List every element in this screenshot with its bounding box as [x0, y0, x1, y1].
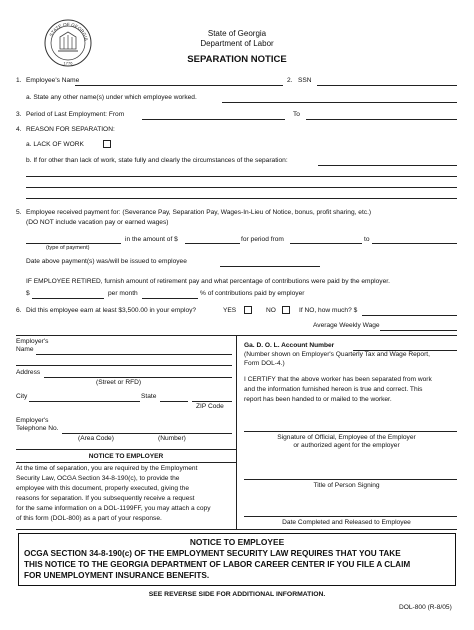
notice-employer-line-1: At the time of separation, you are required by the Employment	[16, 465, 198, 472]
amount-label: in the amount of $	[125, 236, 178, 243]
payment-to-field[interactable]	[372, 243, 457, 244]
other-reason-label: b. If for other than lack of work, state fully and clearly the circumstances of the separation:	[26, 157, 288, 164]
city-field[interactable]	[29, 401, 140, 402]
reason-line-4[interactable]	[26, 198, 457, 199]
date-released-field[interactable]	[244, 516, 457, 517]
state-heading: State of Georgia	[207, 29, 267, 38]
period-from-label: Period of Last Employment: From	[26, 111, 125, 118]
state-label: State	[141, 393, 157, 400]
reason-line-3[interactable]	[26, 187, 457, 188]
reason-label: REASON FOR SEPARATION:	[26, 126, 115, 133]
q2-number: 2.	[287, 77, 293, 84]
notice-employer-rule	[16, 462, 236, 463]
date-released-caption: Date Completed and Released to Employee	[282, 519, 411, 526]
ssn-field[interactable]	[317, 85, 457, 86]
retired-label: IF EMPLOYEE RETIRED, furnish amount of retirement pay and what percentage of contributions were paid by the employer.	[26, 278, 390, 285]
reason-line-1[interactable]	[318, 165, 457, 166]
weekly-wage-label: Average Weekly Wage	[313, 322, 380, 329]
payment-date-field[interactable]	[220, 266, 320, 267]
state-field[interactable]	[160, 401, 188, 402]
number-caption: (Number)	[158, 435, 186, 442]
payment-type-field[interactable]	[26, 243, 121, 244]
address-field[interactable]	[44, 377, 232, 378]
payment-from-field[interactable]	[290, 243, 362, 244]
ssn-label: SSN	[298, 77, 312, 84]
how-much-label: If NO, how much? $	[299, 307, 358, 314]
column-divider	[236, 335, 237, 529]
department-heading: Department of Labor	[200, 39, 274, 48]
period-from-field[interactable]	[142, 119, 285, 120]
account-sub-1: (Number shown on Employer's Quarterly Tax and Wage Report,	[244, 351, 430, 358]
title-signing-caption: Title of Person Signing	[313, 482, 380, 489]
how-much-field[interactable]	[362, 315, 457, 316]
title-signing-field[interactable]	[244, 479, 457, 480]
notice-employer-top-rule	[16, 449, 236, 450]
notice-employee-line-3: FOR UNEMPLOYMENT INSURANCE BENEFITS.	[24, 571, 210, 580]
q1-number: 1.	[16, 77, 22, 84]
notice-employee-line-1: OCGA SECTION 34-8-190(c) OF THE EMPLOYMENT SECURITY LAW REQUIRES THAT YOU TAKE	[24, 549, 401, 558]
percent-field[interactable]	[142, 298, 198, 299]
reverse-side-note: SEE REVERSE SIDE FOR ADDITIONAL INFORMATION.	[148, 591, 326, 598]
account-number-label: Ga. D. O. L. Account Number	[244, 342, 335, 349]
certify-line-2: and the information furnished hereon is true and correct. This	[244, 386, 423, 393]
notice-employer-line-5: for the same information on a DOL-1199FF, you may attach a copy	[16, 505, 211, 512]
q4-number: 4.	[16, 126, 22, 133]
per-month-label: per month	[108, 290, 138, 297]
lack-of-work-checkbox[interactable]	[103, 140, 111, 148]
yes-label: YES	[223, 307, 237, 314]
notice-employer-line-2: Security Law, OCGA Section 34-8-190(c), to provide the	[16, 475, 180, 482]
retirement-amount-field[interactable]	[32, 298, 104, 299]
seal-text: STATE OF GEORGIA	[48, 21, 89, 42]
area-code-caption: (Area Code)	[78, 435, 114, 442]
retired-dollar-sign: $	[26, 290, 30, 297]
signature-caption-1: Signature of Official, Employee of the Employer	[277, 434, 416, 441]
employee-name-label: Employee's Name	[26, 77, 80, 84]
payment-date-label: Date above payment(s) was/will be issued to employee	[26, 258, 187, 265]
seal-year: 1776	[63, 60, 73, 66]
q3-number: 3.	[16, 111, 22, 118]
no-checkbox[interactable]	[282, 306, 290, 314]
notice-employer-line-3: employee with this document, properly executed, giving the	[16, 485, 189, 492]
notice-employee-line-2: THIS NOTICE TO THE GEORGIA DEPARTMENT OF LABOR CAREER CENTER IF YOU FILE A CLAIM	[24, 560, 411, 569]
percent-label: % of contributions paid by employer	[200, 290, 305, 297]
notice-employee-title: NOTICE TO EMPLOYEE	[189, 537, 285, 547]
page-title: SEPARATION NOTICE	[187, 54, 287, 65]
reason-line-2[interactable]	[26, 176, 457, 177]
payment-to-label: to	[364, 236, 370, 243]
phone-field[interactable]	[62, 433, 232, 434]
period-to-label: To	[293, 111, 300, 118]
account-sub-2: Form DOL-4.)	[244, 360, 285, 367]
employee-name-field[interactable]	[75, 85, 283, 86]
address-label: Address	[16, 369, 41, 376]
phone-label-2: Telephone No.	[16, 425, 59, 432]
city-label: City	[16, 393, 28, 400]
zip-caption: ZIP Code	[196, 403, 224, 410]
other-names-field[interactable]	[222, 102, 457, 103]
notice-employer-line-6: of this form (DOL-800) as a part of your response.	[16, 515, 162, 522]
phone-label-1: Employer's	[16, 417, 49, 424]
no-label: NO	[266, 307, 276, 314]
notice-employer-title: NOTICE TO EMPLOYER	[88, 453, 164, 460]
period-label: for period from	[241, 236, 284, 243]
certify-line-3: report has been handed to or mailed to the worker.	[244, 396, 392, 403]
certify-line-1: I CERTIFY that the above worker has been separated from work	[244, 376, 432, 383]
form-number: DOL-800 (R-8/05)	[399, 604, 452, 611]
signature-caption-2: or authorized agent for the employer	[293, 442, 400, 449]
payment-type-caption: (type of payment)	[46, 245, 90, 251]
employer-name-label-1: Employer's	[16, 338, 49, 345]
period-to-field[interactable]	[306, 119, 457, 120]
employer-name-label-2: Name	[16, 346, 34, 353]
other-names-label: a. State any other name(s) under which employee worked.	[26, 94, 197, 101]
signature-field[interactable]	[244, 431, 457, 432]
yes-checkbox[interactable]	[244, 306, 252, 314]
weekly-wage-field[interactable]	[380, 330, 457, 331]
payment-label: Employee received payment for: (Severance Pay, Separation Pay, Wages-In-Lieu of Notice, bonus, profit sharing, etc.)	[26, 209, 372, 216]
notice-to-employee-box	[18, 533, 456, 586]
amount-field[interactable]	[185, 243, 240, 244]
street-caption: (Street or RFD)	[96, 379, 142, 386]
q6-number: 6.	[16, 307, 22, 314]
bottom-divider	[16, 529, 457, 530]
earned-label: Did this employee earn at least $3,500.00 in your employ?	[26, 307, 197, 314]
q5-number: 5.	[16, 209, 22, 216]
notice-employer-line-4: reasons for separation. If you subsequently receive a request	[16, 495, 195, 502]
employer-name-field[interactable]	[36, 354, 232, 355]
payment-note: (DO NOT include vacation pay or earned wages)	[26, 219, 169, 226]
lack-of-work-label: a. LACK OF WORK	[26, 141, 84, 148]
employer-name-field-2[interactable]	[16, 365, 232, 366]
zip-field[interactable]	[192, 401, 232, 402]
